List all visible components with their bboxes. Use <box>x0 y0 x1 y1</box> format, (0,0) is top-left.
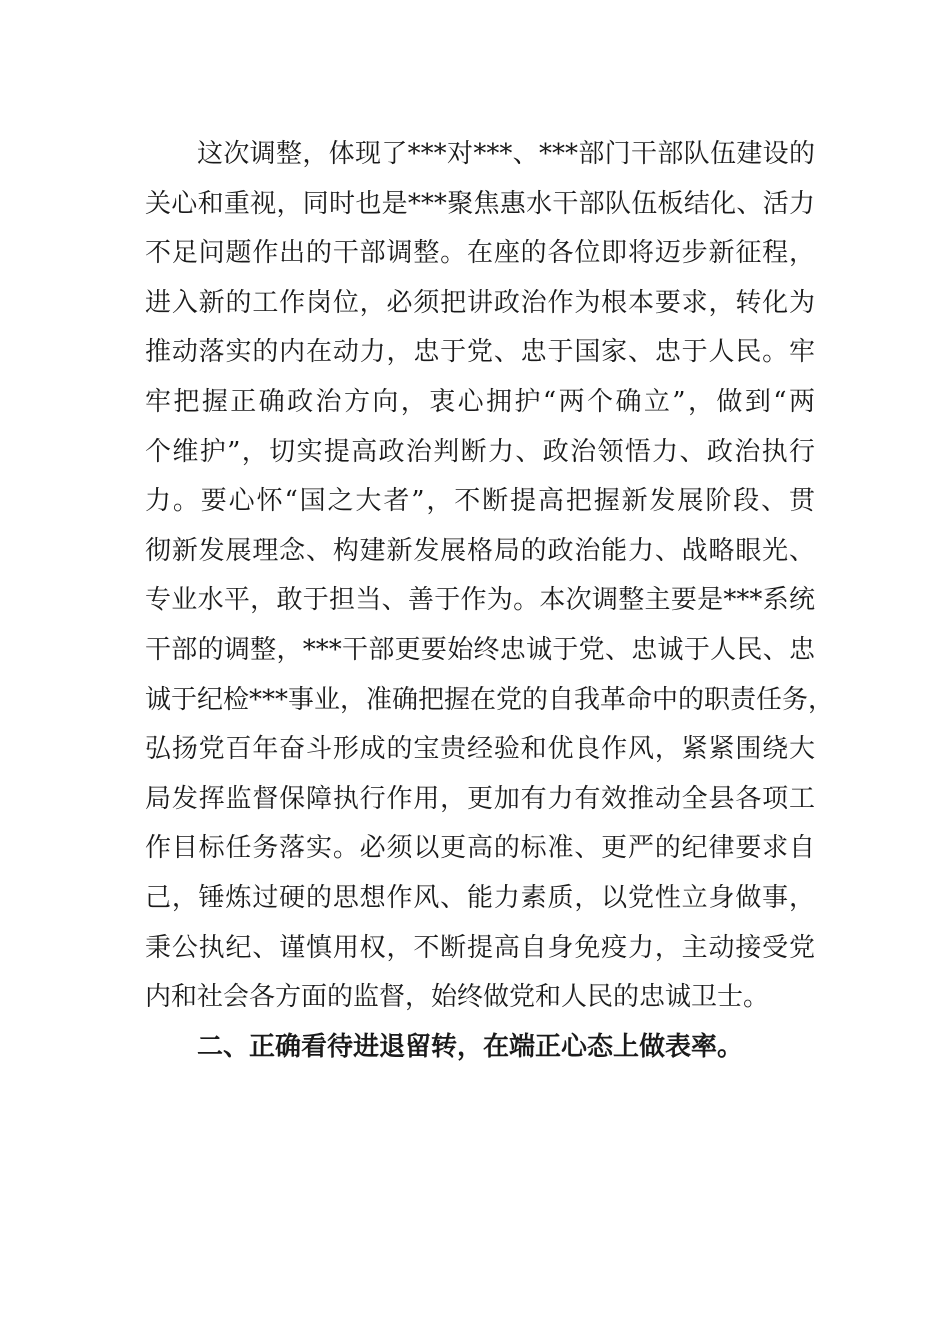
paragraph-line: 进入新的工作岗位，必须把讲政治作为根本要求，转化为 <box>145 287 815 318</box>
paragraph-line: 作目标任务落实。必须以更高的标准、更严的纪律要求自 <box>145 833 815 864</box>
paragraph-line: 推动落实的内在动力，忠于党、忠于国家、忠于人民。牢 <box>145 337 815 368</box>
section-heading: 二、正确看待进退留转，在端正心态上做表率。 <box>197 1031 744 1062</box>
paragraph-line: 专业水平，敢于担当、善于作为。本次调整主要是***系统 <box>145 585 815 616</box>
paragraph-line: 干部的调整，***干部更要始终忠诚于党、忠诚于人民、忠 <box>145 634 815 665</box>
paragraph-line: 诚于纪检***事业，准确把握在党的自我革命中的职责任务， <box>145 684 835 715</box>
paragraph-line: 内和社会各方面的监督，始终做党和人民的忠诚卫士。 <box>145 982 770 1013</box>
paragraph-line: 不足问题作出的干部调整。在座的各位即将迈步新征程， <box>145 238 815 269</box>
paragraph-line: 弘扬党百年奋斗形成的宝贵经验和优良作风，紧紧围绕大 <box>145 734 815 765</box>
paragraph-line: 彻新发展理念、构建新发展格局的政治能力、战略眼光、 <box>145 535 815 566</box>
paragraph-line: 秉公执纪、谨慎用权，不断提高自身免疫力，主动接受党 <box>145 932 815 963</box>
document-body <box>145 130 835 1072</box>
paragraph-line: 己，锤炼过硬的思想作风、能力素质，以党性立身做事， <box>145 882 815 913</box>
paragraph-line: 力。要心怀“国之大者”，不断提高把握新发展阶段、贯 <box>145 486 815 517</box>
paragraph-line: 个维护”，切实提高政治判断力、政治领悟力、政治执行 <box>145 436 815 467</box>
paragraph-line: 牢把握正确政治方向，衷心拥护“两个确立”，做到“两 <box>145 386 815 417</box>
paragraph-line: 关心和重视，同时也是***聚焦惠水干部队伍板结化、活力 <box>145 188 815 219</box>
paragraph-line: 局发挥监督保障执行作用，更加有力有效推动全县各项工 <box>145 783 815 814</box>
paragraph-line: 这次调整，体现了***对***、***部门干部队伍建设的 <box>197 139 815 169</box>
